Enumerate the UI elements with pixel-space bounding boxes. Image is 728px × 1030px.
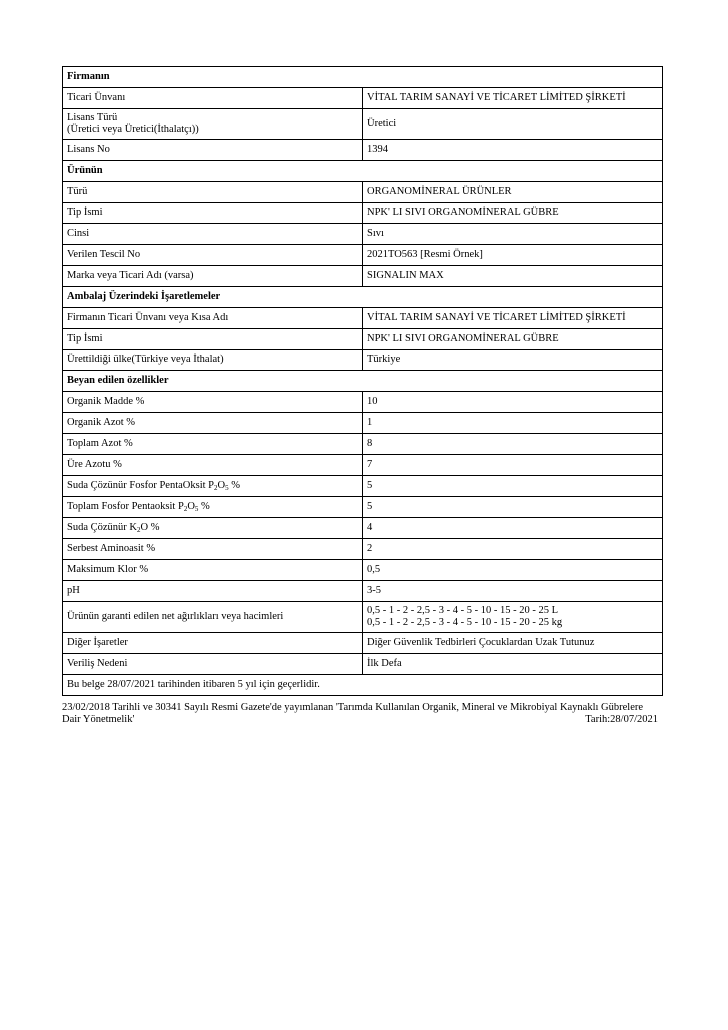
brand-name-label: Marka veya Ticari Adı (varsa) [63,266,363,287]
registration-no-label: Verilen Tescil No [63,245,363,266]
net-weight-value [363,602,663,633]
document-date: Tarih:28/07/2021 [585,714,658,725]
urea-nitrogen-label: Üre Azotu % [63,455,363,476]
license-no-label: Lisans No [63,140,363,161]
packaging-type-name-label: Tip İsmi [63,329,363,350]
license-no-value: 1394 [363,140,663,161]
issue-reason-value: İlk Defa [363,654,663,675]
section-firm-header: Firmanın [63,67,663,88]
section-packaging-header: Ambalaj Üzerindeki İşaretlemeler [63,287,663,308]
license-type-label [63,109,363,140]
net-weight-volume-line: 0,5 - 1 - 2 - 2,5 - 3 - 4 - 5 - 10 - 15 - 20 - 25 L [367,605,559,616]
origin-country-value: Türkiye [363,350,663,371]
other-markings-label: Diğer İşaretler [63,633,363,654]
product-kind-value: ORGANOMİNERAL ÜRÜNLER [363,182,663,203]
product-form-value: Sıvı [363,224,663,245]
water-soluble-p2o5-label: Suda Çözünür Fosfor PentaOksit $P_2O_5$ % [63,476,363,497]
packaging-type-name-value: NPK' LI SIVI ORGANOMİNERAL GÜBRE [363,329,663,350]
origin-country-label: Ürettildiği ülke(Türkiye veya İthalat) [63,350,363,371]
organic-nitrogen-value: 1 [363,413,663,434]
packaging-firm-label: Firmanın Ticari Ünvanı veya Kısa Adı [63,308,363,329]
max-chlorine-value: 0,5 [363,560,663,581]
water-soluble-k2o-value: 4 [363,518,663,539]
water-soluble-p2o5-value: 5 [363,476,663,497]
net-weight-mass-line: 0,5 - 1 - 2 - 2,5 - 3 - 4 - 5 - 10 - 15 - 20 - 25 kg [367,617,563,628]
urea-nitrogen-value: 7 [363,455,663,476]
certificate-table [62,66,663,696]
section-product-header: Ürünün [63,161,663,182]
total-p2o5-value: 5 [363,497,663,518]
product-form-label: Cinsi [63,224,363,245]
brand-name-value: SIGNALIN MAX [363,266,663,287]
product-type-name-value: NPK' LI SIVI ORGANOMİNERAL GÜBRE [363,203,663,224]
product-kind-label: Türü [63,182,363,203]
water-soluble-k2o-label: Suda Çözünür $K_2O$ % [63,518,363,539]
license-type-value: Üretici [363,109,663,140]
firm-title-label: Ticari Ünvanı [63,88,363,109]
total-nitrogen-label: Toplam Azot % [63,434,363,455]
ph-label: pH [63,581,363,602]
max-chlorine-label: Maksimum Klor % [63,560,363,581]
section-declared-header: Beyan edilen özellikler [63,371,663,392]
net-weight-label: Ürünün garanti edilen net ağırlıkları veya hacimleri [63,602,363,633]
license-type-label-line1: Lisans Türü [67,112,118,123]
organic-matter-value: 10 [363,392,663,413]
license-type-label-line2: (Üretici veya Üretici(İthalatçı)) [67,124,199,135]
organic-matter-label: Organik Madde % [63,392,363,413]
organic-nitrogen-label: Organik Azot % [63,413,363,434]
ph-value: 3-5 [363,581,663,602]
firm-title-value: VİTAL TARIM SANAYİ VE TİCARET LİMİTED ŞİRKETİ [363,88,663,109]
validity-statement: Bu belge 28/07/2021 tarihinden itibaren 5 yıl için geçerlidir. [63,675,663,696]
regulation-note: 23/02/2018 Tarihli ve 30341 Sayılı Resmi Gazete'de yayımlanan 'Tarımda Kullanılan Organik, Mineral ve Mikrobiyal Kaynaklı Gübrelere Dair Yönetmelik' [62,702,644,725]
issue-reason-label: Veriliş Nedeni [63,654,363,675]
registration-no-value: 2021TO563 [Resmi Örnek] [363,245,663,266]
free-amino-acid-value: 2 [363,539,663,560]
free-amino-acid-label: Serbest Aminoasit % [63,539,363,560]
product-type-name-label: Tip İsmi [63,203,363,224]
total-nitrogen-value: 8 [363,434,663,455]
packaging-firm-value: VİTAL TARIM SANAYİ VE TİCARET LİMİTED ŞİRKETİ [363,308,663,329]
certificate-document [62,66,663,726]
total-p2o5-label: Toplam Fosfor Pentaoksit $P_2O_5$ % [63,497,363,518]
other-markings-value: Diğer Güvenlik Tedbirleri Çocuklardan Uzak Tutunuz [363,633,663,654]
